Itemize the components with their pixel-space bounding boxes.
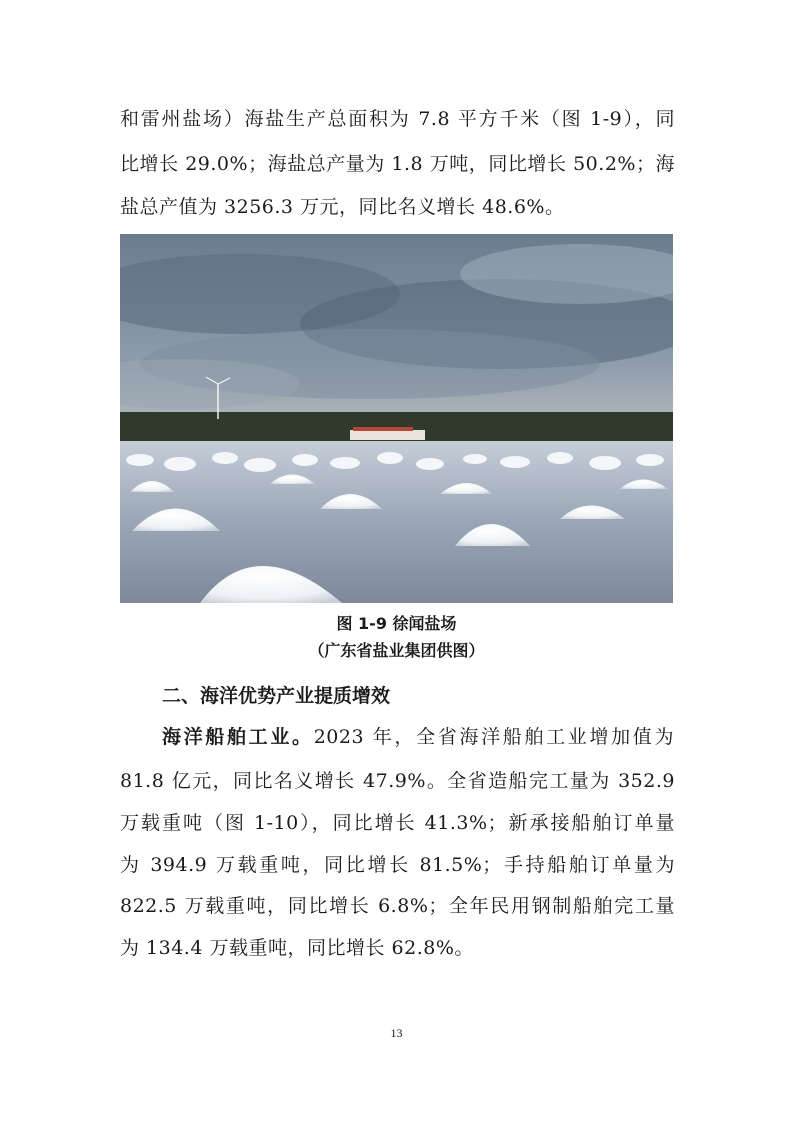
shipbuilding-line-1: [162, 722, 674, 749]
shipbuilding-line-5: 822.5 万载重吨，同比增长 6.8%；全年民用钢制船舶完工量: [120, 895, 675, 917]
shipbuilding-line-3: 万载重吨（图 1-10），同比增长 41.3%；新承接船舶订单量: [120, 812, 675, 834]
figure-caption-title: 图 1-9 徐闻盐场: [336, 614, 457, 633]
intro-line-1: 和雷州盐场）海盐生产总面积为 7.8 平方千米（图 1-9），同: [120, 108, 675, 130]
shipbuilding-line-4: 为 394.9 万载重吨，同比增长 81.5%；手持船舶订单量为: [120, 854, 675, 876]
salt-field-photo: [120, 234, 673, 603]
figure-caption-source: （广东省盐业集团供图）: [308, 641, 485, 660]
intro-line-3: 盐总产值为 3256.3 万元，同比名义增长 48.6%。: [120, 196, 565, 218]
shipbuilding-lead: 海洋船舶工业。: [162, 726, 314, 748]
intro-line-2: 比增长 29.0%；海盐总产量为 1.8 万吨，同比增长 50.2%；海: [120, 153, 675, 175]
page-number: 13: [390, 1026, 403, 1040]
shipbuilding-line-2: 81.8 亿元，同比名义增长 47.9%。全省造船完工量为 352.9: [120, 770, 675, 792]
shipbuilding-line-6: 为 134.4 万载重吨，同比增长 62.8%。: [120, 937, 474, 959]
section-heading: 二、海洋优势产业提质增效: [162, 685, 391, 707]
shipbuilding-first-line-text: 2023 年，全省海洋船舶工业增加值为: [313, 726, 674, 748]
